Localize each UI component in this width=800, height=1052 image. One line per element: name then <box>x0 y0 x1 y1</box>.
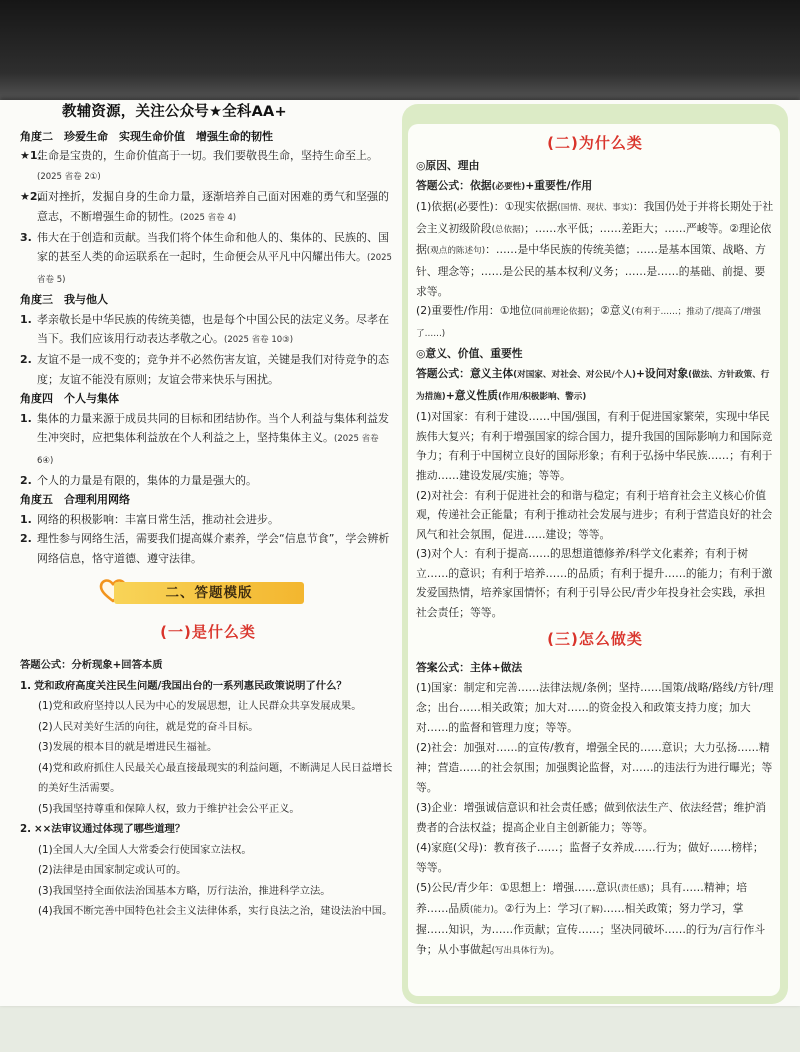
formula-note: (必要性) <box>491 181 526 192</box>
formula-text: 答题公式：意义主体 <box>416 366 514 380</box>
how-heading: (三)怎么做类 <box>547 630 643 648</box>
citizen-paragraph <box>416 878 774 961</box>
how-point: (3)企业：增强诚信意识和社会责任感；做到依法生产、依法经营；维护消费者的合法权益；提高企业自主创新能力；等等。 <box>416 801 766 834</box>
item-source: (2025 省卷 4) <box>180 212 237 223</box>
angle-5-title: 角度五 合理利用网络 <box>20 493 130 507</box>
list-item <box>20 471 396 490</box>
item-marker: 1. <box>20 512 32 526</box>
angles-section <box>20 127 396 568</box>
question-text: ××法审议通过体现了哪些道理？ <box>34 823 186 835</box>
significance-point: (2)对社会：有利于促进社会的和谐与稳定；有利于培育社会主义核心价值观，传递社会正能量；有利于推动社会发展与进步；有利于营造良好的社会风气和社会氛围，促进……建设；等等。 <box>416 488 773 541</box>
text-segment: ：我国仍处于并将长期处于社会主义初级阶段 <box>416 200 774 235</box>
formula-note: (对国家、对社会、对公民/个人) <box>513 369 636 380</box>
question-item <box>20 819 396 840</box>
text-segment: ……相关政策；努力学习，掌握……知识，为……作贡献；宣传……；坚决同破坏……的行为/言行作斗争；从小事做起 <box>416 902 766 956</box>
answer-item: (2)法律是由国家制定或认可的。 <box>38 864 187 876</box>
item-marker: ★2. <box>20 190 42 204</box>
list-item <box>20 350 396 389</box>
angle-4-title: 角度四 个人与集体 <box>20 392 119 406</box>
item-source: (2025 省卷 10③) <box>224 335 294 346</box>
list-item <box>20 529 396 568</box>
item-marker: 1. <box>20 411 32 425</box>
item-source: (2025 省卷 2①) <box>37 171 101 182</box>
how-point: (4)家庭(父母)：教育孩子……；监督子女养成……行为；做好……榜样；等等。 <box>416 841 764 874</box>
list-item <box>20 510 396 529</box>
text-note: (责任感) <box>617 884 650 894</box>
formula-note: (作用/积极影响、警示) <box>497 391 587 402</box>
text-segment: 。 <box>549 943 561 956</box>
item-text: 网络的积极影响：丰富日常生活，推动社会进步。 <box>37 512 279 526</box>
text-note: (写出具体行为) <box>491 946 550 956</box>
item-text: 集体的力量来源于成员共同的目标和团结协作。当个人利益与集体利益发生冲突时，应把集体利益放在个人利益之上，坚持集体主义。 <box>37 411 389 445</box>
item-text: 理性参与网络生活，需要我们提高媒介素养，学会“信息节食”，学会辨析网络信息，恪守道德、遵守法律。 <box>37 532 390 565</box>
text-segment: ；……水平低；……差距大；……严峻等。②理论依据 <box>416 221 772 257</box>
why-section <box>416 130 774 623</box>
what-heading: (一)是什么类 <box>160 623 256 641</box>
significance-point: (1)对国家：有利于建设……中国/强国，有利于促进国家繁荣，实现中华民族伟大复兴；有利于增强国家的综合国力，提升我国的国际影响力和国际竞争力；有利于中国树立良好的国际形象；有利于弘扬中华民族……；有利于推动……建设发展/实施；等等。 <box>416 410 773 482</box>
text-segment: ；具有……精神；培养……品质 <box>416 881 748 915</box>
reason-formula <box>416 176 774 198</box>
formula-text: +意义性质 <box>445 388 498 402</box>
question-text: 党和政府高度关注民生问题/我国出台的一系列惠民政策说明了什么？ <box>34 679 347 692</box>
angle-2-title: 角度二 珍爱生命 实现生命价值 增强生命的韧性 <box>20 130 273 143</box>
how-point: (2)社会：加强对……的宣传/教育，增强全民的……意识；大力弘扬……精神；营造……的社会氛围；加强舆论监督，对……的违法行为进行曝光；等等。 <box>416 741 773 794</box>
formula-text: +重要性/作用 <box>525 178 593 192</box>
item-text: 友谊不是一成不变的；竞争并不必然伤害友谊，关键是我们对待竞争的态度；友谊不能没有原则；友谊会带来快乐与困扰。 <box>37 353 389 386</box>
list-item <box>20 409 396 471</box>
text-note: (有利于……；推动了/提高了/增强了……) <box>416 307 761 339</box>
angle-3-title: 角度三 我与他人 <box>20 293 108 307</box>
page-header: 教辅资源，关注公众号★全科AA+ <box>62 104 287 120</box>
question-marker: 1. <box>20 679 32 692</box>
item-marker: 2. <box>20 532 32 546</box>
item-marker: 2. <box>20 353 32 367</box>
list-item <box>20 228 396 290</box>
item-text: 生命是宝贵的，生命价值高于一切。我们要敬畏生命，坚持生命至上。 <box>37 149 378 163</box>
how-formula: 答案公式：主体+做法 <box>416 661 523 674</box>
item-marker: 2. <box>20 473 32 487</box>
list-item <box>20 146 396 187</box>
formula-text: +设问对象 <box>635 366 689 380</box>
formula-note: (做法、方针政策、行为措施) <box>416 369 770 402</box>
text-note: (观点的陈述句) <box>426 246 486 257</box>
list-item <box>20 310 396 351</box>
item-source: (2025 省卷 6④) <box>37 434 379 466</box>
significance-formula <box>416 364 774 407</box>
text-segment: 。②行为上：学习 <box>493 902 580 915</box>
significance-subtitle: ◎意义、价值、重要性 <box>416 347 523 361</box>
item-marker: 3. <box>20 231 32 245</box>
answer-item: (4)我国不断完善中国特色社会主义法律体系，实行良法之治，建设法治中国。 <box>38 905 393 917</box>
reason-subtitle: ◎原因、理由 <box>416 159 480 172</box>
answer-item: (3)发展的根本目的就是增进民生福祉。 <box>38 741 218 753</box>
answer-item: (5)我国坚持尊重和保障人权，致力于维护社会公平正义。 <box>38 802 300 815</box>
item-text: 面对挫折，发掘自身的生命力量，逐渐培养自己面对困难的勇气和坚强的意志，不断增强生命的韧性。 <box>37 190 389 223</box>
text-note: (总依据) <box>491 224 525 235</box>
text-note: (同前理论依据) <box>531 307 590 318</box>
section-banner: 二、答题模版 <box>114 582 304 604</box>
how-section <box>416 626 774 961</box>
text-segment: (5)公民/青少年：①思想上：增强……意识 <box>416 881 618 894</box>
answer-item: (3)我国坚持全面依法治国基本方略，厉行法治，推进科学立法。 <box>38 884 331 897</box>
text-note: (国情、现状、事实) <box>557 203 633 214</box>
item-text: 伟大在于创造和贡献。当我们将个体生命和他人的、集体的、民族的、国家的甚至人类的命运联系在一起时，生命便会从平凡中闪耀出伟大。 <box>37 231 389 264</box>
question-marker: 2. <box>20 823 32 835</box>
text-segment: (1)依据(必要性)：①现实依据 <box>416 200 558 214</box>
text-note: (能力) <box>469 905 494 915</box>
basis-paragraph <box>416 197 774 301</box>
item-source: (2025 省卷 5) <box>37 253 392 285</box>
item-text: 孝亲敬长是中华民族的传统美德，也是每个中国公民的法定义务。尽孝在当下。我们应该用行动表达孝敬之心。 <box>37 312 389 346</box>
answer-item: (2)人民对美好生活的向往，就是党的奋斗目标。 <box>38 720 259 733</box>
answer-item: (4)党和政府抓住人民最关心最直接最现实的利益问题，不断满足人民日益增长的美好生活需要。 <box>38 761 393 794</box>
how-point: (1)国家：制定和完善……法律法规/条例；坚持……国策/战略/路线/方针/理念；出台……相关政策；加大对……的资金投入和政策支持力度；加大对……的监督和管理力度；等等。 <box>416 681 774 734</box>
importance-paragraph <box>416 301 774 344</box>
item-marker: ★1. <box>20 149 42 163</box>
text-segment: ；②意义 <box>589 304 632 318</box>
list-item <box>20 187 396 228</box>
what-formula: 答题公式：分析现象+回答本质 <box>20 659 163 671</box>
text-note: (了解) <box>579 905 604 915</box>
what-section <box>20 619 396 922</box>
item-marker: 1. <box>20 312 32 326</box>
spacer <box>20 645 396 655</box>
text-segment: (2)重要性/作用：①地位 <box>416 304 531 318</box>
scan-background-top <box>0 0 800 104</box>
text-segment: ：……是中华民族的传统美德；……是基本国策、战略、方针、理念等；……是公民的基本权利/义务；……是……的基础、前提、要求等。 <box>416 243 766 298</box>
why-heading: (二)为什么类 <box>547 134 643 152</box>
significance-point: (3)对个人：有利于提高……的思想道德修养/科学文化素养；有利于树立……的意识；有利于培养……的品质；有利于提升……的能力；有利于激发爱国热情，培养家国情怀；有利于引导公民/青少年投身社会实践，承担社会责任；等等。 <box>416 547 773 620</box>
formula-text: 答题公式：依据 <box>416 178 492 192</box>
question-item <box>20 676 396 697</box>
item-text: 个人的力量是有限的，集体的力量是强大的。 <box>37 473 257 487</box>
answer-item: (1)党和政府坚持以人民为中心的发展思想，让人民群众共享发展成果。 <box>38 700 362 712</box>
answer-item: (1)全国人大/全国人大常委会行使国家立法权。 <box>38 843 252 856</box>
